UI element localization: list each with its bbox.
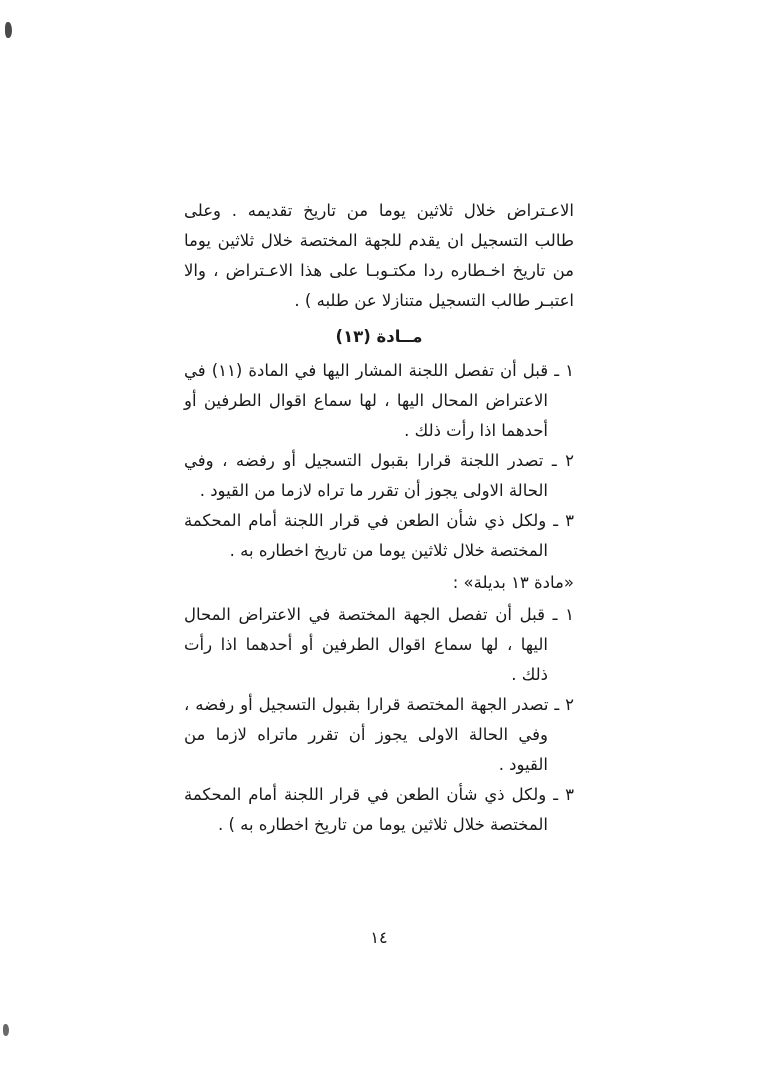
article-item-text: ١ ـ قبل أن تفصل اللجنة المشار اليها في المادة (١١) في الاعتراض المحال اليها ، لها سماع اقوال الطرفين أو أحدهما اذا رأت ذلك . — [184, 361, 574, 440]
alternate-item-text: ٣ ـ ولكل ذي شأن الطعن في قرار اللجنة أمام المحكمة المختصة خلال ثلاثين يوما من تاريخ اخطاره به ) . — [184, 785, 574, 834]
scan-artifact — [5, 22, 12, 38]
page-number: ١٤ — [370, 928, 388, 947]
article-item-1 — [184, 356, 574, 446]
article-item-3 — [184, 506, 574, 566]
article-13-heading: مــادة (١٣) — [335, 327, 423, 346]
alternate-item-1 — [184, 600, 574, 690]
document-text-block — [184, 196, 574, 840]
article-item-text: ٢ ـ تصدر اللجنة قرارا بقبول التسجيل أو رفضه ، وفي الحالة الاولى يجوز أن تقرر ما تراه لازما من القيود . — [184, 451, 574, 500]
alternate-item-3 — [184, 780, 574, 840]
article-item-2 — [184, 446, 574, 506]
intro-paragraph: الاعـتراض خلال ثلاثين يوما من تاريخ تقديمه . وعلى طالب التسجيل ان يقدم للجهة المختصة خلال ثلاثين يوما من تاريخ اخـطاره ردا مكتـوبـا على هذا الاعـتراض ، والا اعتبـر طالب التسجيل متنازلا عن طلبه ) . — [184, 201, 574, 310]
scan-artifact — [3, 1024, 9, 1036]
alternate-item-text: ٢ ـ تصدر الجهة المختصة قرارا بقبول التسجيل أو رفضه ، وفي الحالة الاولى يجوز أن تقرر ماتراه لازما من القيود . — [184, 695, 574, 774]
alternate-item-text: ١ ـ قبل أن تفصل الجهة المختصة في الاعتراض المحال اليها ، لها سماع اقوال الطرفين أو أحدهما اذا رأت ذلك . — [184, 605, 574, 684]
article-item-text: ٣ ـ ولكل ذي شأن الطعن في قرار اللجنة أمام المحكمة المختصة خلال ثلاثين يوما من تاريخ اخطاره به . — [184, 511, 574, 560]
alternate-item-2 — [184, 690, 574, 780]
alternate-article-13-heading: «مادة ١٣ بديلة» : — [452, 573, 574, 592]
